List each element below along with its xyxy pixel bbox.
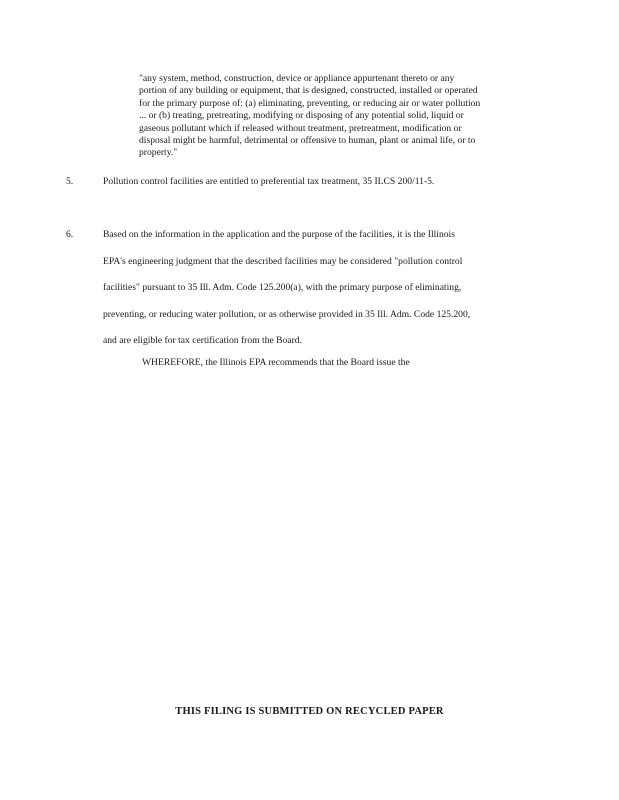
paragraph-number: 6. bbox=[66, 229, 74, 240]
paragraph-number: 5. bbox=[66, 176, 74, 187]
block-quote-definition bbox=[139, 73, 544, 160]
paragraph-line: preventing, or reducing water pollution, or as otherwise provided in 35 Ill. Adm. Code 125.200, bbox=[103, 308, 471, 320]
paragraph-text bbox=[103, 229, 536, 362]
paragraph-line: EPA's engineering judgment that the described facilities may be considered "pollution control bbox=[103, 255, 463, 267]
quote-line: gaseous pollutant which if released without treatment, pretreatment, modification or bbox=[139, 122, 462, 134]
paragraph-line: facilities" pursuant to 35 Ill. Adm. Code 125.200(a), with the primary purpose of eliminating, bbox=[103, 282, 462, 293]
quote-line: "any system, method, construction, device or appliance appurtenant thereto or any bbox=[139, 73, 455, 84]
quote-line: ... or (b) treating, pretreating, modifying or disposing of any potential solid, liquid or bbox=[139, 110, 464, 122]
paragraph-text: Pollution control facilities are entitled to preferential tax treatment, 35 ILCS 200/11-5. bbox=[103, 176, 435, 187]
quote-line: for the primary purpose of: (a) eliminating, preventing, or reducing air or water pollution bbox=[139, 97, 481, 109]
quote-line: property." bbox=[139, 147, 178, 159]
paragraph-line: and are eligible for tax certification from the Board. bbox=[103, 335, 302, 346]
quote-line: disposal might be harmful, detrimental or offensive to human, plant or animal life, or to bbox=[139, 135, 476, 147]
paragraph-line: Based on the information in the application and the purpose of the facilities, it is the Illinois bbox=[103, 229, 455, 240]
quote-line: portion of any building or equipment, that is designed, constructed, installed or operated bbox=[139, 85, 478, 97]
recycled-paper-footer: THIS FILING IS SUBMITTED ON RECYCLED PAPER bbox=[175, 706, 444, 717]
wherefore-clause: WHEREFORE, the Illinois EPA recommends that the Board issue the bbox=[142, 357, 410, 368]
